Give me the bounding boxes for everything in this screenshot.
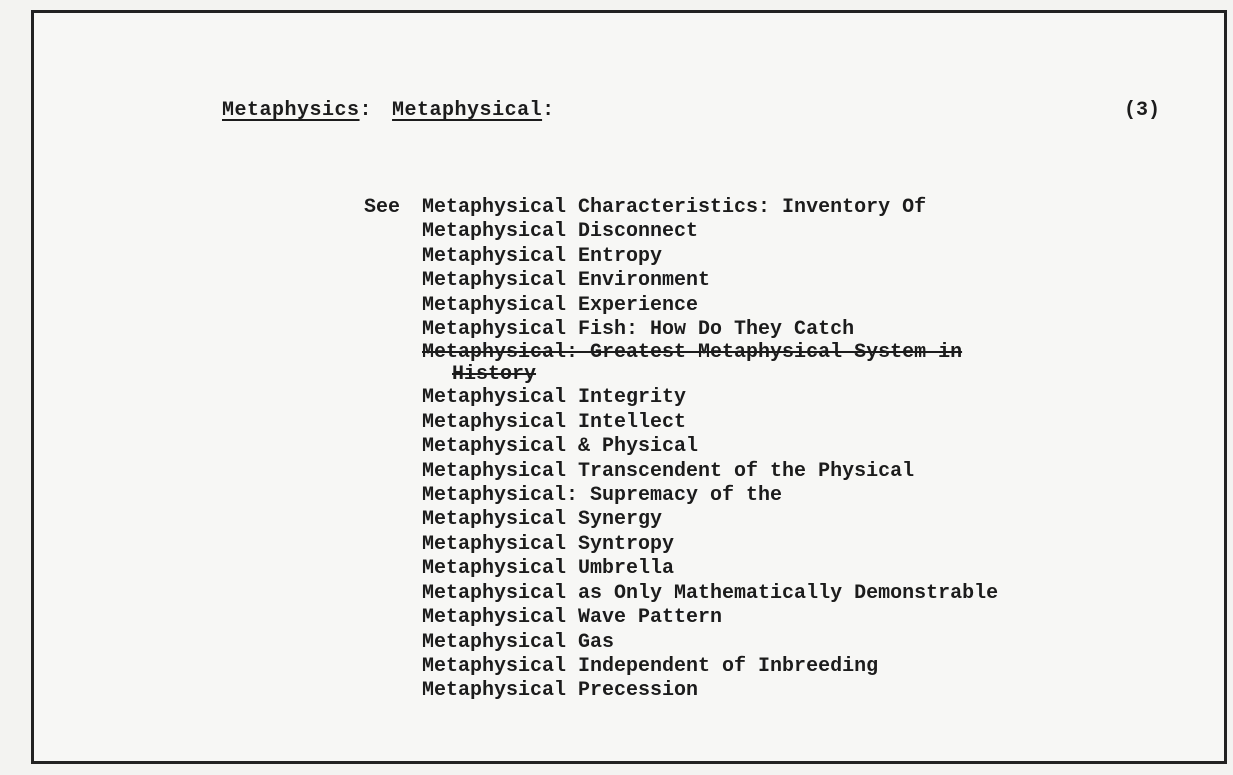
list-item: Metaphysical Precession — [422, 679, 699, 703]
card-heading — [222, 99, 555, 122]
heading-colon-1: : — [359, 99, 373, 122]
list-item: Metaphysical Integrity — [422, 386, 687, 410]
list-item: Metaphysical Transcendent of the Physical — [422, 459, 915, 483]
list-item: Metaphysical Syntropy — [422, 532, 675, 556]
list-item: Metaphysical Entropy — [422, 244, 663, 268]
list-item: Metaphysical as Only Mathematically Demonstrable — [422, 581, 999, 605]
list-item: Metaphysical Fish: How Do They Catch — [422, 318, 855, 342]
list-item: Metaphysical Characteristics: Inventory Of — [422, 196, 927, 219]
struck-line-1: Metaphysical: Greatest Metaphysical System in — [422, 341, 963, 365]
list-item: Metaphysical Disconnect — [422, 220, 699, 244]
list-item: Metaphysical Experience — [422, 293, 699, 317]
list-item: Metaphysical Umbrella — [422, 557, 675, 581]
list-item: Metaphysical Independent of Inbreeding — [422, 654, 879, 678]
heading-colon-2: : — [542, 99, 555, 122]
cross-reference-list — [422, 196, 998, 704]
see-label: See — [364, 196, 401, 219]
list-item: Metaphysical Gas — [422, 630, 615, 654]
list-item: Metaphysical: Supremacy of the — [422, 484, 783, 508]
card-number: (3) — [1124, 99, 1161, 122]
struck-line-2: History — [452, 363, 537, 387]
heading-term-metaphysics: Metaphysics — [222, 99, 360, 122]
list-item: Metaphysical Intellect — [422, 410, 687, 434]
list-item: Metaphysical Synergy — [422, 508, 663, 532]
list-item: Metaphysical & Physical — [422, 435, 699, 459]
struck-list-item — [422, 342, 998, 386]
list-item: Metaphysical Wave Pattern — [422, 606, 723, 630]
heading-term-metaphysical: Metaphysical — [392, 99, 543, 122]
list-item: Metaphysical Environment — [422, 269, 711, 293]
